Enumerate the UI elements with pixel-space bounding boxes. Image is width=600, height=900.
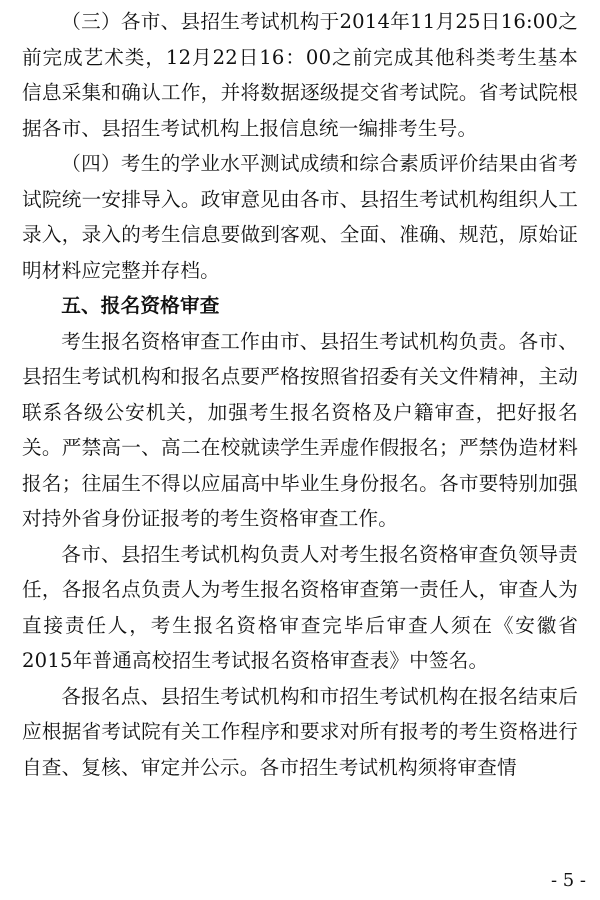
paragraph-review-verification: 各报名点、县招生考试机构和市招生考试机构在报名结束后应根据省考试院有关工作程序和要求对所有报考的考生资格进行自查、复核、审定并公示。各市招生考试机构须将审查情 [22, 684, 578, 779]
paragraph-item-4: （四）考生的学业水平测试成绩和综合素质评价结果由省考试院统一安排导入。政审意见由各市、县招生考试机构组织人工录入，录入的考生信息要做到客观、全面、准确、规范，原始证明材料应完整并存档。 [22, 152, 578, 282]
section-heading-registration-review: 五、报名资格审查 [61, 294, 220, 317]
paragraph-review-responsibility: 考生报名资格审查工作由市、县招生考试机构负责。各市、县招生考试机构和报名点要严格按照省招委有关文件精神，主动联系各级公安机关，加强考生报名资格及户籍审查，把好报名关。严禁高一、高二在校就读学生弄虚作假报名；严禁伪造材料报名；往届生不得以应届高中毕业生身份报名。各市要特别加强对持外省身份证报考的考生资格审查工作。 [22, 329, 578, 530]
paragraph-item-3: （三）各市、县招生考试机构于2014年11月25日16:00之前完成艺术类，12月22日16：00之前完成其他科类考生基本信息采集和确认工作，并将数据逐级提交省考试院。省考试院根据各市、县招生考试机构上报信息统一编排考生号。 [22, 10, 578, 140]
paragraph-review-accountability: 各市、县招生考试机构负责人对考生报名资格审查负领导责任，各报名点负责人为考生报名资格审查第一责任人，审查人为直接责任人，考生报名资格审查完毕后审查人须在《安徽省2015年普通高校招生考试报名资格审查表》中签名。 [22, 542, 578, 672]
page-number: - 5 - [550, 870, 586, 891]
document-body [22, 4, 578, 785]
